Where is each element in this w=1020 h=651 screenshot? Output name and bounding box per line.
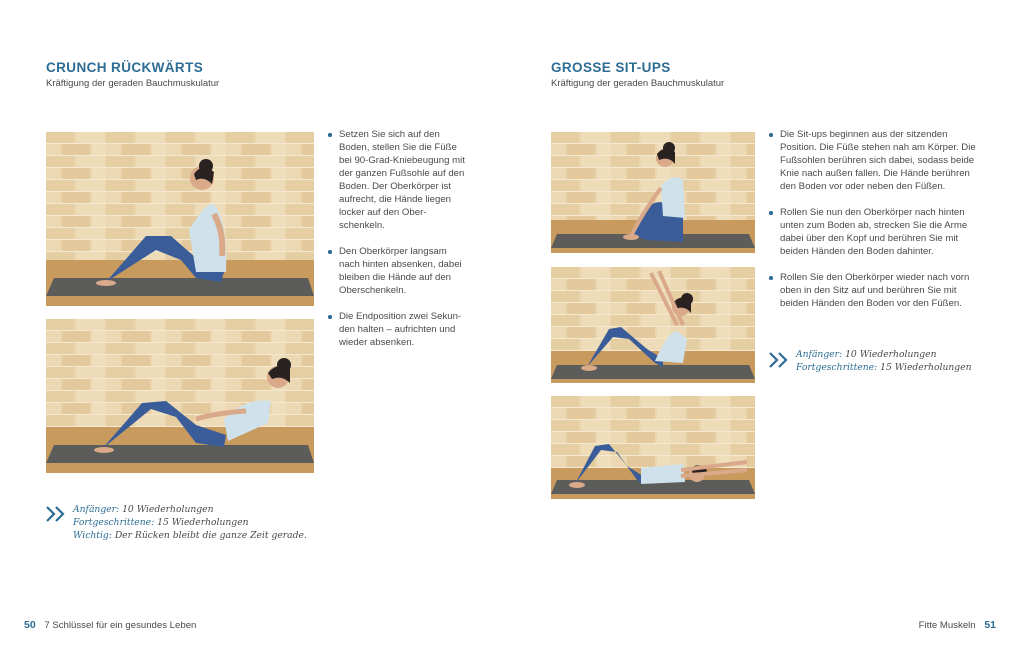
right-page — [510, 0, 1020, 651]
page-number: 50 — [24, 619, 36, 631]
exercise-subtitle: Kräftigung der geraden Bauchmuskulatur — [551, 78, 725, 89]
exercise-title-situps: GROSSE SIT-UPS — [551, 60, 671, 75]
note-label-important: Wichtig: — [73, 530, 112, 541]
photo-situp-lying — [551, 396, 755, 499]
instruction-step: Den Oberkörper langsam nach hinten absenken, dabei bleiben die Hände auf den Oberschenkeln. — [327, 245, 469, 297]
note-label-advanced: Fortgeschrittene: — [796, 362, 878, 373]
instruction-list-crunch — [327, 128, 469, 362]
page-number: 51 — [984, 619, 996, 631]
instruction-step: Setzen Sie sich auf den Boden, stellen Sie die Füße bei 90-Grad-Kniebeugung mit der ganzen Fußsohle auf den Boden. Der Oberkörper ist aufrecht, die Hände liegen locker auf den Ober-schenkeln. — [327, 128, 469, 232]
instruction-list-situps — [768, 128, 980, 323]
instruction-step: Die Endposition zwei Sekun-den halten – aufrichten und wieder absenken. — [327, 310, 469, 349]
photo-situp-seated — [551, 132, 755, 253]
note-value-important: Der Rücken bleibt die ganze Zeit gerade. — [114, 530, 307, 541]
repetition-note — [796, 348, 1006, 374]
running-title: Fitte Muskeln — [918, 620, 976, 631]
note-label-beginner: Anfänger: — [796, 349, 843, 360]
note-label-beginner: Anfänger: — [73, 504, 120, 515]
double-chevron-right-icon — [768, 351, 790, 369]
note-value-beginner: 10 Wiederholungen — [122, 504, 214, 515]
double-chevron-right-icon — [45, 505, 67, 523]
photo-crunch-end — [46, 319, 314, 473]
footer-left — [24, 619, 196, 631]
footer-right — [919, 619, 996, 631]
instruction-step: Rollen Sie nun den Oberkörper nach hinten unten zum Boden ab, strecken Sie die Arme dabei über den Kopf und berühren Sie mit beiden Händen den Boden dahinter. — [768, 206, 980, 258]
note-value-advanced: 15 Wiederholungen — [157, 517, 249, 528]
note-value-beginner: 10 Wiederholungen — [845, 349, 937, 360]
note-label-advanced: Fortgeschrittene: — [73, 517, 155, 528]
photo-situp-rolling — [551, 267, 755, 383]
exercise-subtitle: Kräftigung der geraden Bauchmuskulatur — [46, 78, 220, 89]
exercise-title-crunch: CRUNCH RÜCKWÄRTS — [46, 60, 204, 75]
running-title: 7 Schlüssel für ein gesundes Leben — [44, 620, 197, 631]
photo-crunch-start — [46, 132, 314, 306]
instruction-step: Die Sit-ups beginnen aus der sitzenden Position. Die Füße stehen nah am Körper. Die Fußsohlen berühren sich dabei, sodass beide Knie nach außen fallen. Die Hände berühren den Boden vor oder neben den Füßen. — [768, 128, 980, 193]
repetition-note — [73, 503, 333, 542]
note-value-advanced: 15 Wiederholungen — [880, 362, 972, 373]
instruction-step: Rollen Sie den Oberkörper wieder nach vorn oben in den Sitz auf und berühren Sie mit beiden Händen den Boden vor den Füßen. — [768, 271, 980, 310]
